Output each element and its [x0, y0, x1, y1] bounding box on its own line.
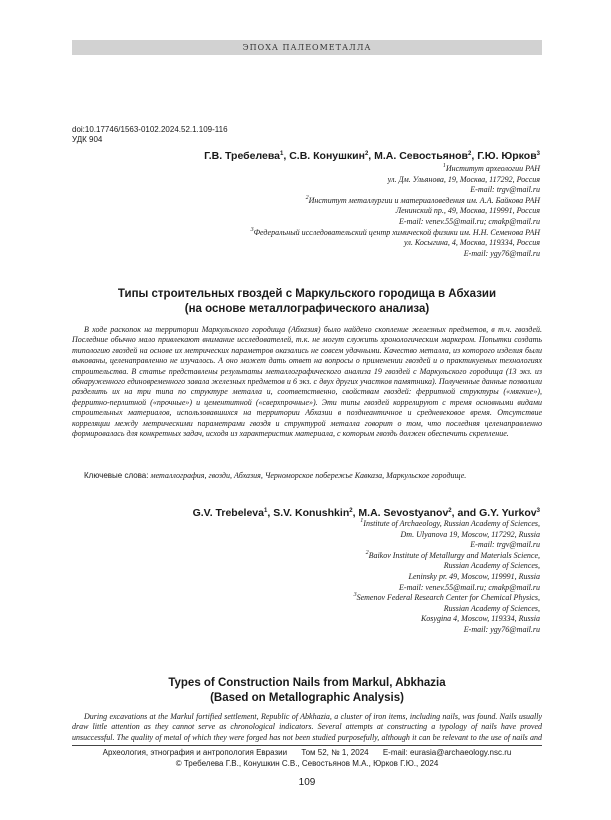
author-name: М.А. Севостьянов: [374, 150, 469, 162]
affiliation-line: ул. Косыгина, 4, Москва, 119334, Россия: [404, 238, 540, 248]
affiliation-line: Институт археологии РАН: [445, 164, 540, 173]
author-name: M.A. Sevostyanov: [358, 507, 449, 519]
affiliations-en: $^1$Institute of Archaeology, Russian Academy of Sciences, Dm. Ulyanova 19, Moscow, 117292, Russia E-mail: trgv@mail.ru $^2$Baikov Institute of Metallurgy and Materials Science, Russian Academy of Sciences, Leninsky pr. 49, Moscow, 119991, Russia E-mail: venev.55@mail.ru; cmakp@mail.ru $^3$Semenov Federal Research Center for Chemical Physics, Russian Academy of Sciences, Kosygina 4, Moscow, 119334, Russia E-mail: ygy76@mail.ru: [140, 519, 540, 636]
affiliation-line: Baikov Institute of Metallurgy and Materials Science,: [368, 550, 540, 560]
email: E-mail: ygy76@mail.ru: [463, 624, 540, 634]
affiliation-line: Институт металлургии и материаловедения им. А.А. Байкова РАН: [308, 195, 540, 205]
copyright: © Требелева Г.В., Конушкин С.В., Севостьянов М.А., Юрков Г.Ю., 2024: [175, 759, 439, 768]
abstract-en-clip: [72, 712, 542, 743]
abstract-ru: В ходе раскопок на территории Маркульского городища (Абхазия) было найдено скопление железных предметов, в т.ч. гвоздей. Последние обычно мало привлекают внимание исследователей, т.к. не могут служить хронологическим маркером. Попытки создать типологию гвоздей на основе их метрических параметров оказались не совсем удачными. Качество металла, из которого изделия были выкованы, целенаправленно не изучалось. А оно может дать ответ на вопросы о применении гвоздей и о практикуемых технологиях строительства. В статье представлены результаты металлографического анализа 19 гвоздей с Маркульского городища (13 экз. из обнаруженного единовременного завала железных предметов и 6 экз. с двух других участков памятника). Полученные данные позволили разделить их на три типа по структуре металла и, соответственно, свойствам гвоздей: ферритной структуры («мягкие»), ферритно-перлитной («прочные») и цементитной («сверхпрочные»). Эти типы гвоздей коррелируют с тремя основными видами строительных материалов, использовавшихся на территории Абхазии в позднеантичное и средневековое время. Отсутствие корреляции между метрическими параметрами гвоздя и структурой металла говорит о том, что последняя целенаправленно формировалась для конкретных задач, исходя из характеристик материала, с которым гвоздь должен обеспечить скрепление.: [72, 325, 542, 439]
email: E-mail: venev.55@mail.ru; cmakp@mail.ru: [399, 216, 540, 226]
journal-email: E-mail: eurasia@archaeology.nsc.ru: [382, 748, 512, 757]
affiliation-line: Russian Academy of Sciences,: [443, 603, 540, 613]
email: E-mail: venev.55@mail.ru; cmakp@mail.ru: [399, 582, 540, 592]
author-name: С.В. Конушкин: [289, 150, 365, 162]
affiliation-line: Institute of Archaeology, Russian Academy of Sciences,: [363, 519, 540, 528]
author-name: G.Y. Yurkov: [479, 507, 537, 519]
email: E-mail: ygy76@mail.ru: [463, 248, 540, 258]
keywords: металлография, гвозди, Абхазия, Черноморское побережье Кавказа, Маркульское городище.: [150, 471, 467, 480]
authors-en: G.V. Trebeleva$^1$, S.V. Konushkin$^2$, M.A. Sevostyanov$^2$, and G.Y. Yurkov$^3$: [192, 507, 540, 519]
keywords-label: Ключевые слова:: [84, 471, 149, 480]
journal-footer: [72, 747, 542, 758]
keywords-ru: [72, 471, 542, 481]
affiliation-line: Ленинский пр., 49, Москва, 119991, Россия: [395, 206, 540, 216]
affiliation-line: Федеральный исследовательский центр химической физики им. Н.Н. Семенова РАН: [253, 227, 540, 237]
article-title-en: Types of Construction Nails from Markul, Abkhazia (Based on Metallographic Analysis): [168, 677, 446, 704]
affiliation-line: Kosygina 4, Moscow, 119334, Russia: [420, 614, 540, 624]
author-name: S.V. Konushkin: [273, 507, 350, 519]
affiliation-line: ул. Дм. Ульянова, 19, Москва, 117292, Россия: [387, 174, 540, 184]
page-number: 109: [298, 777, 316, 788]
affiliation-line: Semenov Federal Research Center for Chemical Physics,: [356, 593, 540, 603]
abstract-en: During excavations at the Markul fortified settlement, Republic of Abkhazia, a cluster of iron items, including nails, was found. Nails usually draw little attention as they cannot serve as chronological indicators. Several attempts at constructing a typology of nails have proved unsuccessful. The quality of metal of which they were forged has not been studied purposefully, although it can be relevant to the use of nails and: [72, 712, 542, 742]
journal-volume: Том 52, № 1, 2024: [301, 748, 369, 757]
footer-divider: [72, 745, 542, 746]
author-name: Г.Ю. Юрков: [477, 150, 537, 162]
journal-name: Археология, этнография и антропология Евразии: [102, 748, 288, 757]
author-name: Г.В. Требелева: [204, 150, 281, 162]
article-title-ru: Типы строительных гвоздей с Маркульского городища в Абхазии (на основе металлографического анализа): [117, 288, 497, 315]
email: E-mail: trgv@mail.ru: [470, 540, 540, 550]
udk: УДК 904: [72, 135, 103, 144]
doi: doi:10.17746/1563-0102.2024.52.1.109-116: [72, 125, 228, 134]
section-header: ЭПОХА ПАЛЕОМЕТАЛЛА: [242, 43, 372, 52]
email: E-mail: trgv@mail.ru: [470, 185, 540, 195]
affiliations-ru: $^1$Институт археологии РАН ул. Дм. Ульянова, 19, Москва, 117292, Россия E-mail: trgv@mail.ru $^2$Институт металлургии и материаловедения им. А.А. Байкова РАН Ленинский пр., 49, Москва, 119991, Россия E-mail: venev.55@mail.ru; cmakp@mail.ru $^3$Федеральный исследовательский центр химической физики им. Н.Н. Семенова РАН ул. Косыгина, 4, Москва, 119334, Россия E-mail: ygy76@mail.ru: [140, 164, 540, 259]
affiliation-line: Dm. Ulyanova 19, Moscow, 117292, Russia: [400, 529, 540, 539]
section-header-band: [72, 40, 542, 55]
doi-block: [72, 125, 228, 145]
author-name: G.V. Trebeleva: [192, 507, 264, 519]
affiliation-line: Leninsky pr. 49, Moscow, 119991, Russia: [408, 571, 540, 581]
authors-ru: Г.В. Требелева$^1$, С.В. Конушкин$^2$, М.А. Севостьянов$^2$, Г.Ю. Юрков$^3$: [204, 150, 540, 162]
affiliation-line: Russian Academy of Sciences,: [443, 561, 540, 571]
